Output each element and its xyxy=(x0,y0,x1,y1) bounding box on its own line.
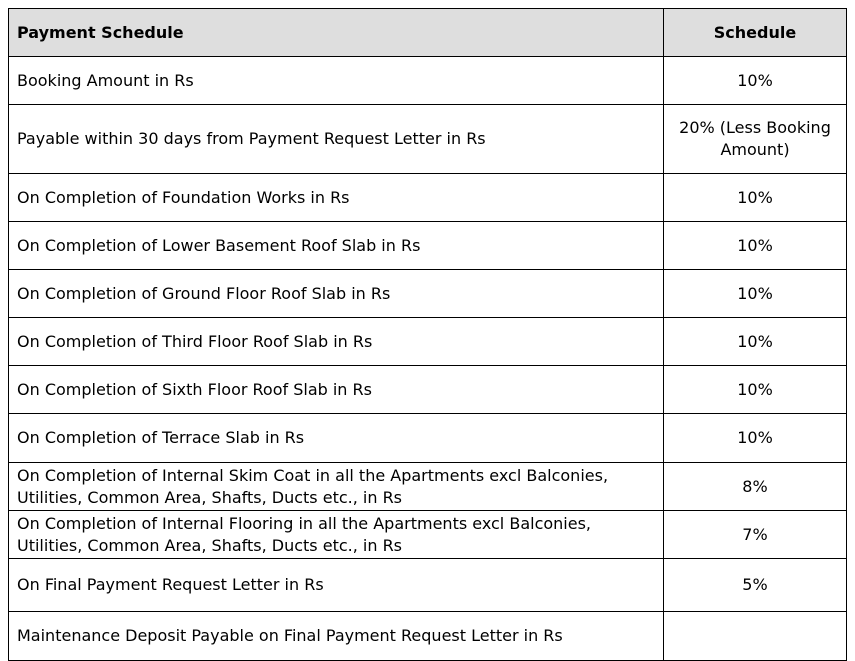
row-value xyxy=(664,612,847,661)
row-label: On Completion of Foundation Works in Rs xyxy=(9,174,664,222)
header-schedule: Schedule xyxy=(664,9,847,57)
row-value: 10% xyxy=(664,270,847,318)
row-value: 20% (Less Booking Amount) xyxy=(664,105,847,174)
table-row xyxy=(9,511,847,559)
row-value: 8% xyxy=(664,463,847,511)
table-row xyxy=(9,366,847,414)
row-label: On Completion of Internal Skim Coat in all the Apartments excl Balconies, Utilities, Common Area, Shafts, Ducts etc., in Rs xyxy=(9,463,664,511)
row-value: 10% xyxy=(664,57,847,105)
row-label: On Completion of Sixth Floor Roof Slab in Rs xyxy=(9,366,664,414)
row-label: On Completion of Terrace Slab in Rs xyxy=(9,414,664,463)
payment-schedule-table xyxy=(8,8,847,661)
table-row xyxy=(9,318,847,366)
header-payment-schedule: Payment Schedule xyxy=(9,9,664,57)
row-label: Maintenance Deposit Payable on Final Payment Request Letter in Rs xyxy=(9,612,664,661)
table-row xyxy=(9,463,847,511)
table-row xyxy=(9,105,847,174)
row-label: On Completion of Internal Flooring in all the Apartments excl Balconies, Utilities, Common Area, Shafts, Ducts etc., in Rs xyxy=(9,511,664,559)
table-row xyxy=(9,57,847,105)
row-value: 10% xyxy=(664,174,847,222)
row-value: 7% xyxy=(664,511,847,559)
row-value: 10% xyxy=(664,318,847,366)
table-row xyxy=(9,222,847,270)
row-value: 5% xyxy=(664,559,847,612)
row-label: On Final Payment Request Letter in Rs xyxy=(9,559,664,612)
row-label: On Completion of Third Floor Roof Slab in Rs xyxy=(9,318,664,366)
table-row xyxy=(9,612,847,661)
table-row xyxy=(9,559,847,612)
row-value: 10% xyxy=(664,222,847,270)
row-value: 10% xyxy=(664,366,847,414)
row-label: On Completion of Ground Floor Roof Slab in Rs xyxy=(9,270,664,318)
table-row xyxy=(9,270,847,318)
row-value: 10% xyxy=(664,414,847,463)
row-label: On Completion of Lower Basement Roof Slab in Rs xyxy=(9,222,664,270)
table-row xyxy=(9,174,847,222)
row-label: Booking Amount in Rs xyxy=(9,57,664,105)
table-header-row xyxy=(9,9,847,57)
row-label: Payable within 30 days from Payment Request Letter in Rs xyxy=(9,105,664,174)
table-row xyxy=(9,414,847,463)
